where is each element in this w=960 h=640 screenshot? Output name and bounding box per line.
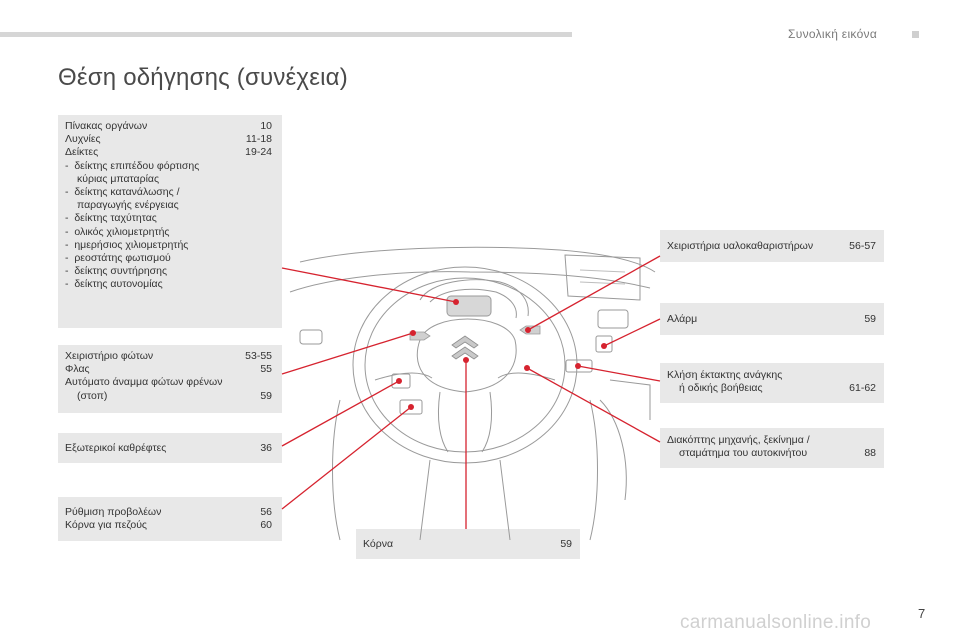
callout-row: Ρύθμιση προβολέων 56 xyxy=(65,506,272,518)
callout-row: Αυτόματο άναμμα φώτων φρένων xyxy=(65,376,223,389)
callout-instrument-panel xyxy=(58,115,282,328)
callout-headlamp-adjust xyxy=(58,497,282,541)
corner-marker xyxy=(912,31,919,38)
callout-wipers xyxy=(660,230,884,262)
callout-row: - ρεοστάτης φωτισμού xyxy=(65,252,171,265)
callout-lighting-controls xyxy=(58,345,282,413)
callout-row: παραγωγής ενέργειας xyxy=(77,199,179,212)
callout-ignition xyxy=(660,428,884,468)
dashboard-illustration xyxy=(282,238,660,560)
callout-row: Φλας 55 xyxy=(65,363,272,376)
callout-row: Κόρνα 59 xyxy=(363,538,572,550)
callout-row: Κλήση έκτακτης ανάγκης xyxy=(667,369,783,381)
callout-row: - ημερήσιος χιλιομετρητής xyxy=(65,238,189,251)
callout-row: - δείκτης επιπέδου φόρτισης xyxy=(65,159,200,172)
callout-row: Κόρνα για πεζούς 60 xyxy=(65,519,272,532)
callout-row: - δείκτης συντήρησης xyxy=(65,265,168,278)
callout-row: Εξωτερικοί καθρέφτες 36 xyxy=(65,442,272,454)
callout-row: σταμάτημα του αυτοκινήτου 88 xyxy=(679,447,876,460)
callout-row: - ολικός χιλιομετρητής xyxy=(65,225,170,238)
callout-row: κύριας μπαταρίας xyxy=(77,172,160,185)
section-title: Συνολική εικόνα xyxy=(788,27,878,41)
callout-row: Λυχνίες 11-18 xyxy=(65,133,272,146)
callout-row: - δείκτης αυτονομίας xyxy=(65,278,163,291)
callout-row: Διακόπτης μηχανής, ξεκίνημα / xyxy=(667,434,810,446)
callout-row: Πίνακας οργάνων 10 xyxy=(65,120,272,132)
callout-row: Χειριστήρια υαλοκαθαριστήρων 56-57 xyxy=(667,240,876,252)
page-title: Θέση οδήγησης (συνέχεια) xyxy=(58,64,348,91)
callout-row: ή οδικής βοήθειας 61-62 xyxy=(679,382,876,395)
watermark: carmanualsonline.info xyxy=(680,612,872,633)
page-number: 7 xyxy=(918,606,926,621)
callout-emergency-call xyxy=(660,363,884,403)
callout-row: Αλάρμ 59 xyxy=(667,313,876,325)
callout-row: (στοπ) 59 xyxy=(77,389,272,402)
header-rule xyxy=(0,32,572,37)
callout-mirrors xyxy=(58,433,282,463)
callout-row: Δείκτες 19-24 xyxy=(65,146,272,159)
callout-row: Χειριστήριο φώτων 53-55 xyxy=(65,350,272,362)
callout-row: - δείκτης κατανάλωσης / xyxy=(65,186,180,199)
callout-row: - δείκτης ταχύτητας xyxy=(65,212,157,225)
callout-hazard xyxy=(660,303,884,335)
